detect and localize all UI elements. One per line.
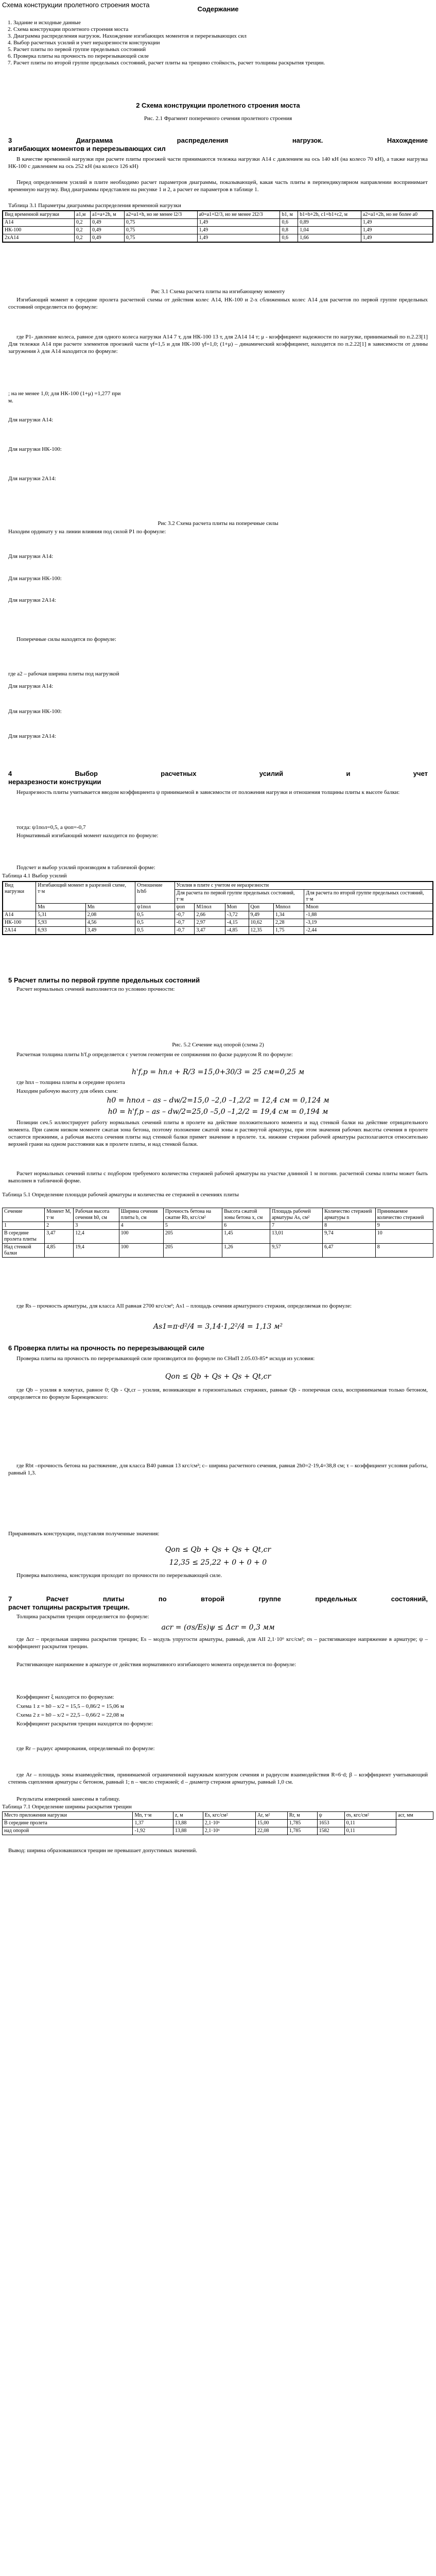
table-column-number: 1	[3, 1222, 45, 1230]
figure-3-1-caption: Рис 3.1 Схема расчета плиты на изгибающему моменту	[151, 289, 285, 295]
table-header-cell: Ar, м²	[255, 1812, 287, 1820]
table-row	[3, 1244, 433, 1258]
label-q-nk100: Для нагрузки НК-100:	[8, 708, 62, 715]
toc-item[interactable]: 7. Расчет плиты по второй группе предельных состояний, расчет плиты на трещино стойкость, расчет толщины раскрытия трещин.	[13, 60, 436, 66]
table-cell: 19,4	[74, 1244, 119, 1258]
s4-paragraph-4: Подсчет и выбор усилий производим в табличной форме:	[16, 865, 155, 871]
table-cell: 0,75	[124, 219, 197, 227]
table-cell: -1,88	[304, 911, 433, 919]
s7-paragraph-9: где Ar – площадь зоны взаимодействия, принимаемой ограниченной наружным контуром сечения и радиусом взаимодействия R=6·d; β – коэффициент учитывающий степень сцепления арматуры с бетоном, равный 1; n – число стержней; d – диаметр стержня арматуры, равный 1,0 см.	[8, 1772, 428, 1785]
toc-item[interactable]: 6. Проверка плиты на прочность по перерезывающей силе	[13, 53, 436, 60]
figure-3-2-caption: Рис 3.2 Схема расчета плиты на поперечные силы	[158, 520, 278, 527]
table-cell: 2,08	[85, 911, 135, 919]
s4-paragraph-1: Неразрезность плиты учитывается вводом коэффициента ψ принимаемой в зависимости от положения нагрузки и отношения толщины плиты к высоте балки:	[16, 789, 400, 795]
table-cell: 0,5	[135, 927, 175, 935]
table-cell: 0,8	[280, 227, 298, 234]
table-header-cell: σs, кгс/см²	[344, 1812, 396, 1820]
section-7-title: 7 Расчет плиты по второй группе предельных состояний,	[8, 1595, 428, 1603]
section-7-title-line2: расчет толщины раскрытия трещин.	[8, 1603, 130, 1611]
s5-paragraph-2: Расчетная толщина плиты h'f,p определяется с учетом геометрии ее сопряжения по фаске радиусом R по формуле:	[16, 1052, 293, 1058]
table-cell: 1,785	[287, 1827, 317, 1835]
table-cell: НК-100	[3, 227, 75, 234]
s3-paragraph-2: Перед определением усилий в плите необходимо расчет параметров диаграммы, показывающей, какая часть плиты в перпендикулярном направлении воспринимает временную нагрузку. Вид диаграммы представлен на рисунке 1 и 2, а расчет ее параметров в таблице 1.	[8, 179, 428, 193]
table-cell: 2,66	[195, 911, 225, 919]
s7-paragraph-3: Растягивающее напряжение в арматуре от действия нормативного изгибающего момента определяется по формуле:	[16, 1662, 297, 1668]
table-cell: 4,85	[45, 1244, 74, 1258]
table-cell: 1,49	[197, 227, 280, 234]
table-cell: 1,66	[298, 234, 361, 243]
table-cell: -0,7	[175, 919, 195, 927]
table-header-cell: Rr, м	[287, 1812, 317, 1820]
table-column-number: 2	[45, 1222, 74, 1230]
table-cell: -4,15	[225, 919, 249, 927]
table-header-cell: Mn	[85, 904, 135, 911]
table-header-cell: Место приложения нагрузки	[3, 1812, 133, 1820]
s6-paragraph-2: где Qb – усилия в хомутах, равное 0; Qb - Qt,cr – усилия, возникающие в горизонтальных стержнях, равные Qb - поперечная сила, воспринимаемая только бетоном, определяется по формуле Баренцевского:	[8, 1387, 428, 1400]
table-cell: -1,92	[133, 1827, 173, 1835]
table-row	[3, 1827, 433, 1835]
s3-paragraph-5: ; на не менее 1,0; для НК-100 (1+μ) =1,277 при	[8, 391, 121, 397]
table-cell: 0,49	[91, 227, 125, 234]
table-cell: 0,5	[135, 919, 175, 927]
section-4-title-line2: неразрезности конструкции	[8, 778, 101, 786]
table-cell: 0,2	[75, 234, 91, 243]
label-y-2a14: Для нагрузки 2А14:	[8, 597, 56, 603]
label-q-2a14: Для нагрузки 2А14:	[8, 733, 56, 739]
table-cell: 1,34	[274, 911, 304, 919]
table-cell: НК-100	[3, 919, 36, 927]
table-cell: 1,49	[361, 227, 433, 234]
label-nk100: Для нагрузки НК-100:	[8, 446, 62, 452]
table-cell: -2,44	[304, 927, 433, 935]
formula-h0-1: h0 = hпол – as – dw/2=15,0 –2,0 –1,2/2 = 12,4 см = 0,124 м	[107, 1096, 329, 1105]
s7-paragraph-1: Толщина раскрытия трещин определяется по формуле:	[16, 1614, 149, 1620]
formula-h0-2: h0 = h'f,p – as – dw/2=25,0 –5,0 –1,2/2 = 19,4 см = 0,194 м	[108, 1108, 328, 1116]
table-column-number: 4	[119, 1222, 163, 1230]
table-4-1-title: Таблица 4.1 Выбор усилий	[2, 873, 67, 879]
table-header-cell: Qоп	[249, 904, 273, 911]
table-cell: -4,85	[225, 927, 249, 935]
table-column-number: 9	[375, 1222, 433, 1230]
table-cell: -0,7	[175, 927, 195, 935]
document-title: Схема конструкции пролетного строения моста	[2, 1, 150, 9]
table-column-number: 5	[163, 1222, 222, 1230]
table-header-cell: b1, м	[280, 211, 298, 219]
s7-paragraph-4: Коэффициент ξ находится по формулам:	[16, 1694, 114, 1700]
table-cell: 10	[375, 1230, 433, 1244]
table-cell: 9,57	[270, 1244, 323, 1258]
section-3-title: 3 Диаграмма распределения нагрузок. Нахождение	[8, 137, 428, 144]
table-cell: 0,6	[280, 219, 298, 227]
table-cell: 1,26	[222, 1244, 270, 1258]
table-cell: В середине пролета	[3, 1820, 133, 1827]
t41-h-group1: Для расчета по первой группе предельных состояний, т·м	[175, 890, 304, 904]
table-cell: 2,1·10⁶	[203, 1827, 255, 1835]
s3-paragraph-3: Изгибающий момент в середине пролета расчетной схемы от действия колес А14, НК-100 и 2-х сближенных колес А14 для расчетов по первой группе предельных состояний определяется по формуле:	[8, 297, 428, 310]
table-column-number: 7	[270, 1222, 323, 1230]
s7-paragraph-10: Результаты измерений занесены в таблицу.	[16, 1796, 120, 1802]
table-header-cell: ψ1пол	[135, 904, 175, 911]
table-5-1-title: Таблица 5.1 Определение площади рабочей арматуры и количества ее стержней в сечениях плиты	[2, 1192, 239, 1198]
table-header-cell: a1=a+2h, м	[91, 211, 125, 219]
table-row	[3, 234, 433, 243]
table-header-cell: Принимаемое количество стержней	[375, 1208, 433, 1222]
t41-h-type: Вид нагрузки	[3, 882, 36, 911]
table-cell: 0,89	[298, 219, 361, 227]
table-header-cell: ψ	[317, 1812, 344, 1820]
table-column-number: 3	[74, 1222, 119, 1230]
label-y-nk100: Для нагрузки НК-100:	[8, 575, 62, 582]
table-cell: 6,93	[36, 927, 86, 935]
table-header-cell: Mn, т·м	[133, 1812, 173, 1820]
s7-paragraph-11: Вывод: ширина образовавшихся трещин не превышает допустимых значений.	[8, 1848, 197, 1854]
table-cell: 1,785	[287, 1820, 317, 1827]
table-3-1	[2, 210, 433, 243]
s6-paragraph-3: где Rbt –прочность бетона на растяжение, для класса В40 равная 13 кгс/см²; c– ширина расчетного сечения, равная 2h0=2·19,4=38,8 см; τ – коэффициент условия работы, равный 1,3.	[8, 1463, 428, 1476]
table-cell: 0,49	[91, 219, 125, 227]
table-cell: 5,93	[36, 919, 86, 927]
table-header-cell: Высота сжатой зоны бетона x, см	[222, 1208, 270, 1222]
table-cell: 3,49	[85, 927, 135, 935]
s3-paragraph-8: где а2 – рабочая ширина плиты под нагрузкой	[8, 671, 119, 677]
table-header-cell: acr, мм	[396, 1812, 433, 1820]
table-cell: 205	[163, 1230, 222, 1244]
table-row	[3, 1820, 433, 1827]
table-row	[3, 911, 433, 919]
table-cell: 1,75	[274, 927, 304, 935]
s3-paragraph-1: В качестве временной нагрузки при расчете плиты проезжей части принимаются тележка нагрузки А14 с давлением на ось 140 кН (на колесо 70 кН), а также нагрузка НК-100 с давлением на ось 252 кН (на колесо 126 кН)	[8, 156, 428, 170]
t41-h-ratio: Отношение h/hб	[135, 882, 175, 904]
table-cell: 1653	[317, 1820, 344, 1827]
table-header-cell: Количество стержней арматуры n	[323, 1208, 376, 1222]
s5-paragraph-1: Расчет нормальных сечений выполняется по условию прочности:	[16, 986, 175, 992]
table-cell: 13,88	[173, 1820, 203, 1827]
table-cell: 0,5	[135, 911, 175, 919]
table-cell: 10,62	[249, 919, 273, 927]
table-header-cell: M1пол	[195, 904, 225, 911]
table-header-cell: Ширина сечения плиты b, см	[119, 1208, 163, 1222]
table-cell: 2,1·10⁶	[203, 1820, 255, 1827]
formula-q-check-2: Qоп ≤ Qb + Qs + Qs + Qt,cr	[165, 1546, 271, 1554]
t41-h-group2: Для расчета по второй группе предельных состояний, т·м	[304, 890, 433, 904]
formula-q-values: 12,35 ≤ 25,22 + 0 + 0 + 0	[169, 1558, 267, 1567]
table-header-cell: Mn	[36, 904, 86, 911]
figure-2-1-caption: Рис. 2.1 Фрагмент поперечного сечения пролетного строения	[144, 115, 292, 122]
s5-paragraph-5: Позиции сеч.5 иллюстрирует работу нормальных сечений плиты в пролете на действие положительного момента и над стенкой балки на действие отрицательного момента. При самом низком моменте сжатая зона бетона, поэтому положение сжатой зоны и растянутой арматуры, при этом значения рабочих высоты сечения в пролете остаются прежними, а рабочая высота сечения плиты над стенкой балки примет значение в пролете. т.к. нижние стержни рабочей арматуры располагаются относительно верхней грани на одном расстоянии как в пролете плиты, и над стенкой балки.	[8, 1120, 428, 1147]
table-cell: Над стенкой балки	[3, 1244, 45, 1258]
table-cell: -3,19	[304, 919, 433, 927]
s3-paragraph-4: где Р1- давление колеса, равное для одного колеса нагрузки А14 7 т, для НК-100 13 т, для 2А14 14 т; μ - коэффициент надежности по нагрузке, принимаемый по п.2.23[1] Для тележки А14 при расчете элементов проезжей части γf=1,5 и для НК-100 γf=1,0; (1+μ) – динамический коэффициент, находится по п.2.22[1] в зависимости от длины загружения λ для А14 находится по формуле:	[8, 334, 428, 354]
toc-item[interactable]: 4. Выбор расчетных усилий и учет неразрезности конструкции	[13, 40, 436, 46]
formula-as1: As1=π·d²/4 = 3,14·1,2²/4 = 1,13 м²	[153, 1323, 283, 1331]
table-cell: 12,35	[249, 927, 273, 935]
label-q-a14: Для нагрузки А14:	[8, 683, 54, 689]
table-cell: 0,75	[124, 234, 197, 243]
s5-paragraph-7: где Rs – прочность арматуры, для класса АII равная 2700 кгс/см²; As1 – площадь сечения арматурного стержня, определяемая по формуле:	[16, 1303, 352, 1309]
table-row	[3, 919, 433, 927]
s3-paragraph-6: Находим ординату y на линии влияния под силой P1 по формуле:	[8, 529, 166, 535]
formula-acr: acr = (σs/Es)ψ ≤ Δcr = 0,3 мм	[161, 1623, 275, 1632]
table-row	[3, 927, 433, 935]
table-cell: -0,7	[175, 911, 195, 919]
label-y-a14: Для нагрузки А14:	[8, 553, 54, 560]
table-cell: 12,4	[74, 1230, 119, 1244]
table-cell: 2,97	[195, 919, 225, 927]
table-column-number: 8	[323, 1222, 376, 1230]
table-header-cell: Момент M, т·м	[45, 1208, 74, 1222]
t41-h-moment: Изгибающий момент в разрезной схеме, т·м	[36, 882, 135, 904]
s7-paragraph-6: Схема 2 z = h0 – x/2 = 22,5 – 0,66/2 = 22,08 м	[16, 1712, 124, 1718]
table-cell: 2А14	[3, 927, 36, 935]
s7-paragraph-2: где Δcr – предельная ширина раскрытия трещин; Es – модуль упругости арматуры, равный, для АII 2,1·10⁶ кгс/см²; σs – растягивающее напряжение в арматуре; ψ – коэффициент раскрытия трещин.	[8, 1636, 428, 1650]
table-cell: 9,49	[249, 911, 273, 919]
table-cell: 1,37	[133, 1820, 173, 1827]
table-cell: 1,04	[298, 227, 361, 234]
table-cell: -3,72	[225, 911, 249, 919]
table-cell: 22,08	[255, 1827, 287, 1835]
table-7-1	[2, 1811, 433, 1835]
s4-paragraph-2: тогда: ψ1пол=0,5, а ψоп=-0,7	[16, 824, 86, 831]
table-cell: 4,56	[85, 919, 135, 927]
s6-paragraph-5: Проверка выполнена, конструкция проходит по прочности по перерезывающей силе.	[16, 1572, 222, 1579]
table-row	[3, 219, 433, 227]
table-row	[3, 227, 433, 234]
toc-item[interactable]: 3. Диаграмма распределения нагрузок. Нахождение изгибающих моментов и перерезывающих сил	[13, 33, 436, 40]
table-cell: 100	[119, 1230, 163, 1244]
table-header-cell: b1=b+2h, c1=b1+c2, м	[298, 211, 361, 219]
table-header-cell: Вид временной нагрузки	[3, 211, 75, 219]
table-header-cell: ψоп	[175, 904, 195, 911]
s4-paragraph-3: Нормативный изгибающий момент находится по формуле:	[16, 833, 159, 839]
figure-5-2-caption: Рис. 5.2 Сечение над опорой (схема 2)	[172, 1042, 264, 1048]
s7-paragraph-5: Схема 1 z = h0 – x/2 = 15,5 – 0,86/2 = 15,06 м	[16, 1703, 124, 1709]
table-header-cell: Mоп	[225, 904, 249, 911]
table-cell: 100	[119, 1244, 163, 1258]
table-header-cell: Mnоп	[304, 904, 433, 911]
table-cell: 1,49	[197, 234, 280, 243]
table-header-cell: Площадь рабочей арматуры As, см²	[270, 1208, 323, 1222]
table-column-number: 6	[222, 1222, 270, 1230]
s5-paragraph-6: Расчет нормальных сечений плиты с подбором требуемого количества стержней рабочей арматуры на участке длинной 1 м погонн. расчетной схемы плиты может быть выполнен в табличной форме.	[8, 1171, 428, 1184]
toc-item[interactable]: 5. Расчет плиты по первой группе предельных состояний	[13, 46, 436, 53]
table-cell: 3,47	[195, 927, 225, 935]
table-cell: 0,2	[75, 227, 91, 234]
s7-paragraph-7: Коэффициент раскрытия трещин находится по формуле:	[16, 1721, 153, 1727]
table-4-1	[2, 881, 433, 935]
contents-title: Содержание	[197, 5, 239, 13]
table-cell: 15,00	[255, 1820, 287, 1827]
s5-paragraph-4: Находим рабочую высоту для обеих схем:	[16, 1088, 118, 1094]
table-cell: 1,49	[361, 234, 433, 243]
s6-paragraph-4: Приравнивать конструкции, подставляя полученные значения:	[8, 1531, 160, 1537]
table-cell: 0,2	[75, 219, 91, 227]
table-header-cell: a0=a1+l2/3, но не менее 2l2/3	[197, 211, 280, 219]
table-of-contents	[0, 20, 436, 66]
formula-hfp: h'f,p = hпл + R/3 =15,0+30/3 = 25 см=0,25 м	[131, 1068, 305, 1076]
table-cell: A14	[3, 219, 75, 227]
table-cell: 1,49	[197, 219, 280, 227]
table-header-cell: Mnпол	[274, 904, 304, 911]
table-3-1-title: Таблица 3.1 Параметры диаграммы распределения временной нагрузки	[8, 202, 181, 209]
table-header-cell: a1,м	[75, 211, 91, 219]
table-7-1-title: Таблица 7.1 Определение ширины раскрытия трещин	[2, 1804, 132, 1810]
table-cell: 1,49	[361, 219, 433, 227]
table-cell: 9,74	[323, 1230, 376, 1244]
table-cell: 0,49	[91, 234, 125, 243]
table-cell: 6,47	[323, 1244, 376, 1258]
table-header-cell: a2=a1+2h, но не более a0	[361, 211, 433, 219]
table-cell: 0,6	[280, 234, 298, 243]
table-header-cell: Прочность бетона на сжатие Rb, кгс/см²	[163, 1208, 222, 1222]
table-cell: 1582	[317, 1827, 344, 1835]
formula-q-check: Qоп ≤ Qb + Qs + Qs + Qt,cr	[165, 1372, 271, 1381]
table-cell: 8	[375, 1244, 433, 1258]
label-a14: Для нагрузки А14:	[8, 417, 54, 423]
section-4-title: 4 Выбор расчетных усилий и учет	[8, 770, 428, 777]
section-5-title: 5 Расчет плиты по первой группе предельных состояний	[8, 976, 200, 984]
s7-paragraph-8: где Rr – радиус армирования, определяемый по формуле:	[16, 1745, 155, 1752]
table-cell: В середине пролета плиты	[3, 1230, 45, 1244]
s3-paragraph-5b: м.	[8, 398, 13, 404]
section-3-title-line2: изгибающих моментов и перерезывающих сил	[8, 145, 166, 152]
table-cell: 0,75	[124, 227, 197, 234]
toc-item[interactable]: 1. Задание и исходные данные	[13, 20, 436, 26]
t41-h-forces: Усилия в плите с учетом ее неразрезности	[175, 882, 433, 890]
table-cell: 205	[163, 1244, 222, 1258]
table-cell: 13,88	[173, 1827, 203, 1835]
table-cell: 0,11	[344, 1820, 396, 1827]
table-cell: 2хА14	[3, 234, 75, 243]
table-header-cell: z, м	[173, 1812, 203, 1820]
table-cell: 1,45	[222, 1230, 270, 1244]
table-cell: 5,31	[36, 911, 86, 919]
section-2-title: 2 Схема конструкции пролетного строения моста	[136, 101, 300, 109]
s5-paragraph-3: где hпл – толщина плиты в середине пролета	[16, 1079, 125, 1086]
table-header-cell: a2=a1+h, но не менее l2/3	[124, 211, 197, 219]
table-header-cell: Сечение	[3, 1208, 45, 1222]
table-header-cell: Рабочая высота сечения h0, см	[74, 1208, 119, 1222]
s3-paragraph-7: Поперечные силы находятся по формуле:	[16, 636, 116, 642]
label-2a14: Для нагрузки 2А14:	[8, 476, 56, 482]
table-5-1	[2, 1208, 433, 1258]
table-cell: 3,47	[45, 1230, 74, 1244]
toc-item[interactable]: 2. Схема конструкции пролетного строения моста	[13, 26, 436, 33]
table-cell: 0,11	[344, 1827, 396, 1835]
table-cell: над опорой	[3, 1827, 133, 1835]
table-header-cell: Es, кгс/см²	[203, 1812, 255, 1820]
table-cell: 13,01	[270, 1230, 323, 1244]
section-6-title: 6 Проверка плиты на прочность по перерезывающей силе	[8, 1344, 204, 1352]
table-cell: 2,28	[274, 919, 304, 927]
table-cell: А14	[3, 911, 36, 919]
table-row	[3, 1230, 433, 1244]
s6-paragraph-1: Проверка плиты на прочность по перерезывающей силе производится по формуле по СНиП 2.05.03-85* исходя из условия:	[16, 1355, 315, 1362]
